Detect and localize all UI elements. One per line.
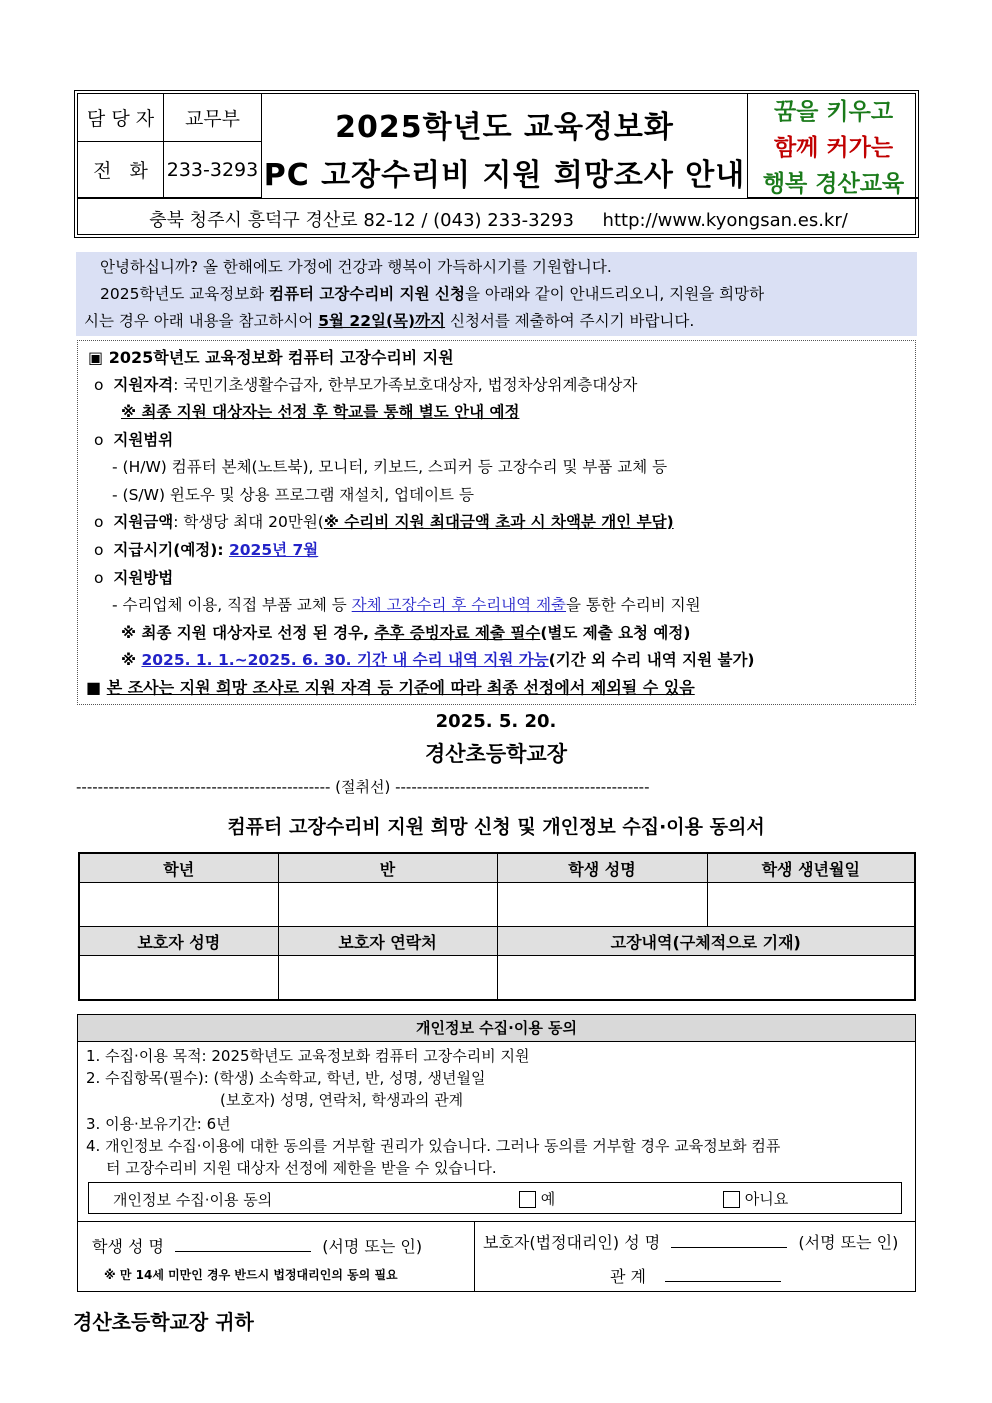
slogan-line-2: 함께 커가는 (773, 135, 894, 161)
grade-field[interactable] (79, 883, 278, 927)
circle-bullet-icon: o (94, 376, 104, 394)
filled-square-icon: ■ (86, 678, 102, 697)
info-box (77, 340, 916, 705)
note-text: (별도 제출 요청 예정) (540, 624, 691, 642)
relation-label: 관 계 (610, 1267, 646, 1286)
consent-item-2-guardian: (보호자) 성명, 연락처, 학생과의 관계 (220, 1091, 464, 1109)
relation-line[interactable] (665, 1267, 781, 1282)
agree-label: 개인정보 수집·이용 동의 (113, 1191, 273, 1209)
scope-line (94, 428, 173, 450)
header-fault-details: 고장내역(구체적으로 기재) (497, 927, 915, 956)
signature-divider (474, 1222, 475, 1292)
greeting-text: 을 아래와 같이 안내드리오니, 지원을 희망하 (464, 285, 765, 303)
consent-item-3: 3. 이용·보유기간: 6년 (86, 1115, 231, 1133)
info-footer (86, 675, 695, 698)
sign-suffix: (서명 또는 인) (798, 1233, 899, 1252)
greeting-line-2 (84, 281, 909, 308)
period-colon: : (217, 541, 229, 559)
relation-field (610, 1264, 781, 1287)
yes-checkbox[interactable] (519, 1191, 536, 1208)
method-note-2 (121, 648, 755, 670)
school-principal: 경산초등학교장 (424, 742, 567, 766)
note-text: (기간 외 수리 내역 지원 불가) (548, 651, 755, 669)
circle-bullet-icon: o (94, 541, 104, 559)
slogan-line-3: 행복 경산교육 (762, 171, 905, 197)
phone-value: 233-3293 (164, 142, 262, 198)
greeting-emphasis: 컴퓨터 고장수리비 지원 신청 (269, 285, 465, 303)
eligibility-line (94, 373, 637, 395)
class-field[interactable] (278, 883, 497, 927)
manager-label: 담 당 자 (78, 94, 164, 142)
birthdate-field[interactable] (707, 883, 915, 927)
guardian-contact-field[interactable] (278, 956, 497, 1000)
sign-suffix: (서명 또는 인) (322, 1237, 423, 1256)
amount-text: : 학생당 최대 20만원( (173, 513, 324, 531)
consent-item-4-cont: 터 고장수리비 지원 대상자 선정에 제한을 받을 수 있습니다. (106, 1159, 497, 1177)
circle-bullet-icon: o (94, 569, 104, 587)
header-guardian-contact: 보호자 연락처 (278, 927, 497, 956)
consent-item-1: 1. 수집·이용 목적: 2025학년도 교육정보화 컴퓨터 고장수리비 지원 (86, 1047, 530, 1065)
fault-details-field[interactable] (497, 956, 915, 1000)
info-heading (88, 345, 454, 368)
note-text: ※ (121, 651, 142, 669)
no-label: 아니요 (744, 1190, 789, 1208)
period-value: 2025년 7월 (228, 541, 319, 559)
square-bullet-icon: ▣ (88, 348, 104, 367)
scope-label: 지원범위 (113, 431, 174, 449)
eligibility-note: ※ 최종 지원 대상자는 선정 후 학교를 통해 별도 안내 예정 (121, 403, 520, 421)
note-period: 2025. 1. 1.~2025. 6. 30. 기간 내 수리 내역 지원 가능 (141, 651, 549, 669)
guardian-sign-line[interactable] (671, 1233, 787, 1248)
greeting-line-1: 안녕하십니까? 올 한해에도 가정에 건강과 행복이 가득하시기를 기원합니다. (100, 258, 612, 276)
method-text: 을 통한 수리비 지원 (566, 596, 701, 614)
student-signature (92, 1234, 422, 1257)
agree-no-option[interactable] (723, 1188, 788, 1209)
recipient: 경산초등학교장 귀하 (73, 1310, 254, 1334)
title-line-1: 2025학년도 교육정보화 (335, 110, 674, 145)
deadline: 5월 22일(목)까지 (318, 312, 446, 330)
period-label: 지급시기(예정) (113, 541, 218, 559)
method-emphasis: 자체 고장수리 후 수리내역 제출 (351, 596, 567, 614)
method-label: 지원방법 (113, 569, 174, 587)
notice-date: 2025. 5. 20. (435, 711, 557, 732)
info-heading-text: 2025학년도 교육정보화 컴퓨터 고장수리비 지원 (108, 348, 454, 367)
eligibility-label: 지원자격 (113, 376, 174, 394)
cut-line: ----------------------------------------------- (절취선) ----------------------------------------------- (76, 778, 650, 796)
amount-label: 지원금액 (113, 513, 174, 531)
slogan-line-1: 꿈을 키우고 (773, 99, 894, 125)
header-grade: 학년 (79, 853, 278, 883)
header-student-name: 학생 성명 (497, 853, 707, 883)
period-line (94, 538, 318, 560)
consent-box (77, 1014, 916, 1292)
note-emphasis: 추후 증빙자료 제출 필수 (374, 624, 541, 642)
header-guardian-name: 보호자 성명 (79, 927, 278, 956)
title-line-2: PC 고장수리비 지원 희망조사 안내 (263, 158, 746, 193)
scope-sw: - (S/W) 윈도우 및 상용 프로그램 재설치, 업데이트 등 (112, 486, 474, 504)
agree-yes-option[interactable] (519, 1188, 555, 1209)
greeting-box (76, 252, 917, 336)
guardian-signature (483, 1230, 898, 1253)
greeting-line-3 (84, 308, 909, 335)
circle-bullet-icon: o (94, 513, 104, 531)
greeting-text: 시는 경우 아래 내용을 참고하시어 (84, 312, 319, 330)
scope-hw: - (H/W) 컴퓨터 본체(노트북), 모니터, 키보드, 스피커 등 고장수리 및 부품 교체 등 (112, 458, 668, 476)
agree-row (88, 1182, 902, 1214)
student-name-field[interactable] (497, 883, 707, 927)
signature-row (78, 1221, 915, 1292)
consent-item-4: 4. 개인정보 수집·이용에 대한 동의를 거부할 권리가 있습니다. 그러나 동의를 거부할 경우 교육정보화 컴퓨 (86, 1137, 781, 1155)
consent-heading: 개인정보 수집·이용 동의 (78, 1015, 915, 1042)
amount-line (94, 510, 674, 532)
method-note-1 (121, 621, 690, 643)
manager-value: 교무부 (164, 94, 262, 142)
guardian-sign-label: 보호자(법정대리인) 성 명 (483, 1233, 661, 1252)
header-birthdate: 학생 생년월일 (707, 853, 915, 883)
consent-item-2: 2. 수집항목(필수): (학생) 소속학교, 학년, 반, 성명, 생년월일 (86, 1069, 486, 1087)
circle-bullet-icon: o (94, 431, 104, 449)
method-line (94, 566, 173, 588)
slogan (747, 94, 919, 198)
form-title: 컴퓨터 고장수리비 지원 희망 신청 및 개인정보 수집·이용 동의서 (227, 816, 765, 838)
guardian-name-field[interactable] (79, 956, 278, 1000)
yes-label: 예 (540, 1190, 556, 1208)
note-text: ※ 최종 지원 대상자로 선정 된 경우, (121, 624, 375, 642)
method-text: - 수리업체 이용, 직접 부품 교체 등 (112, 596, 352, 614)
student-sign-line[interactable] (175, 1237, 311, 1252)
greeting-text: 신청서를 제출하여 주시기 바랍니다. (445, 312, 695, 330)
eligibility-text: : 국민기초생활수급자, 한부모가족보호대상자, 법정차상위계층대상자 (173, 376, 638, 394)
header-box (74, 90, 919, 238)
no-checkbox[interactable] (723, 1191, 740, 1208)
address-line: 충북 청주시 흥덕구 경산로 82-12 / (043) 233-3293 http://www.kyongsan.es.kr/ (78, 198, 919, 238)
amount-note: ※ 수리비 지원 최대금액 초과 시 차액분 개인 부담) (323, 513, 674, 531)
student-sign-label: 학생 성 명 (92, 1237, 164, 1256)
student-note: ※ 만 14세 미만인 경우 반드시 법정대리인의 동의 필요 (104, 1268, 398, 1282)
phone-label: 전 화 (78, 142, 164, 198)
application-table (78, 852, 916, 1001)
header-class: 반 (278, 853, 497, 883)
method-detail (112, 593, 701, 615)
info-footer-text: 본 조사는 지원 희망 조사로 지원 자격 등 기준에 따라 최종 선정에서 제외될 수 있음 (106, 678, 695, 697)
greeting-text: 2025학년도 교육정보화 (100, 285, 270, 303)
